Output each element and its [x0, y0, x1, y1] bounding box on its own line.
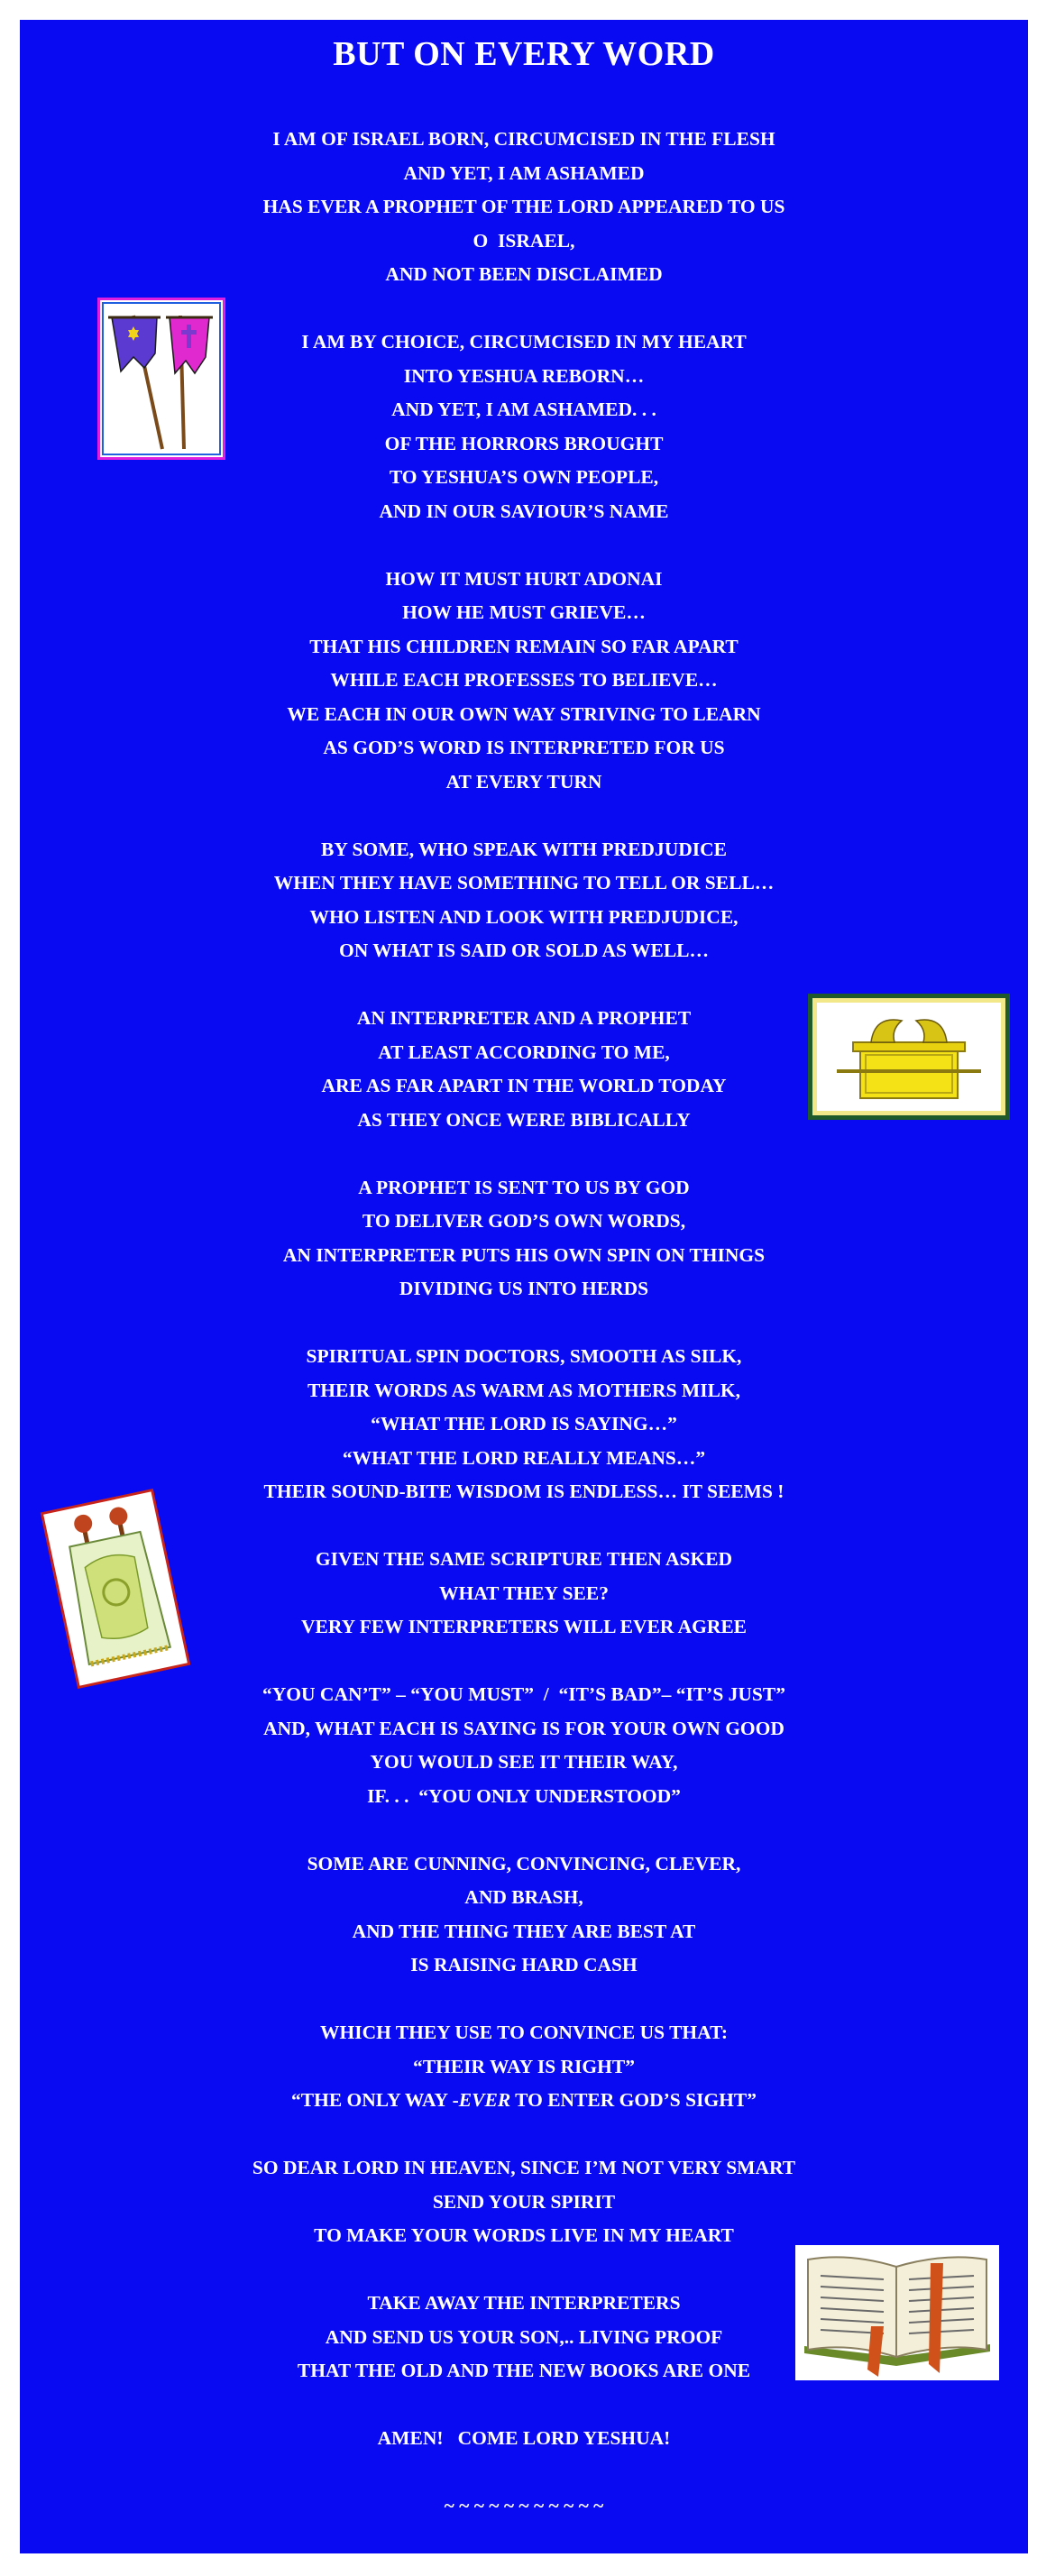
poem-line: SOME ARE CUNNING, CONVINCING, CLEVER,: [307, 1852, 741, 1875]
poem-line: AND YET, I AM ASHAMED. . .: [391, 399, 656, 420]
poem-line: THAT THE OLD AND THE NEW BOOKS ARE ONE: [297, 2360, 751, 2381]
stanza-12: [20, 2151, 1028, 2253]
poem-line: AND IN OUR SAVIOUR’S NAME: [379, 500, 669, 522]
stanza-7: [20, 1340, 1028, 1509]
poem-line: TO YESHUA’S OWN PEOPLE,: [389, 466, 659, 488]
poem-line: WHO LISTEN AND LOOK WITH PREDJUDICE,: [309, 905, 739, 928]
poem-line: A PROPHET IS SENT TO US BY GOD: [358, 1176, 690, 1198]
poem-line: TO DELIVER GOD’S OWN WORDS,: [362, 1210, 686, 1232]
poem-line: IS RAISING HARD CASH: [410, 1954, 638, 1976]
stanza-6: [20, 1171, 1028, 1306]
ark-of-covenant-icon: [808, 994, 1010, 1120]
poem-line: “THE ONLY WAY -EVER TO ENTER GOD’S SIGHT”: [291, 2089, 757, 2111]
poem-line: WHILE EACH PROFESSES TO BELIEVE…: [330, 669, 718, 691]
stanza-3: [20, 563, 1028, 800]
poem-panel: [20, 20, 1028, 2553]
poem-line: “THEIR WAY IS RIGHT”: [413, 2055, 635, 2077]
poem-line: AND SEND US YOUR SON,.. LIVING PROOF: [325, 2325, 723, 2348]
poem-line: AND, WHAT EACH IS SAYING IS FOR YOUR OWN GOOD: [263, 1717, 784, 1739]
poem-line: AMEN! COME LORD YESHUA!: [377, 2427, 671, 2449]
poem-line: “WHAT THE LORD IS SAYING…”: [371, 1413, 677, 1435]
poem-line: WHICH THEY USE TO CONVINCE US THAT:: [319, 2021, 728, 2043]
poem-line: AS THEY ONCE WERE BIBLICALLY: [357, 1108, 691, 1131]
open-bible-icon: [795, 2245, 999, 2380]
poem-line: AN INTERPRETER PUTS HIS OWN SPIN ON THINGS: [282, 1243, 766, 1266]
stanza-14: [20, 2422, 1028, 2456]
poem-line: YOU WOULD SEE IT THEIR WAY,: [370, 1751, 678, 1773]
poem-line: “WHAT THE LORD REALLY MEANS…”: [342, 1446, 706, 1469]
poem-line: TO MAKE YOUR WORDS LIVE IN MY HEART: [314, 2224, 734, 2246]
poem-line: AN INTERPRETER AND A PROPHET: [356, 1007, 692, 1029]
poem-line: SPIRITUAL SPIN DOCTORS, SMOOTH AS SILK,: [306, 1345, 742, 1367]
poem-line: AND BRASH,: [464, 1886, 583, 1908]
stanza-11: [20, 2016, 1028, 2118]
poem-line: HOW HE MUST GRIEVE…: [402, 601, 646, 623]
poem-line: HOW IT MUST HURT ADONAI: [385, 567, 663, 590]
poem-line: VERY FEW INTERPRETERS WILL EVER AGREE: [300, 1616, 748, 1637]
poem-line: BY SOME, WHO SPEAK WITH PREDJUDICE: [321, 838, 727, 860]
poem-line: AT EVERY TURN: [445, 770, 602, 793]
poem-line: AND NOT BEEN DISCLAIMED: [385, 263, 663, 285]
poem-line: ON WHAT IS SAID OR SOLD AS WELL…: [338, 940, 710, 961]
poem-line: O ISRAEL,: [473, 229, 575, 252]
poem-line: SEND YOUR SPIRIT: [432, 2190, 616, 2213]
poem-line: HAS EVER A PROPHET OF THE LORD APPEARED TO US: [262, 196, 785, 217]
poem-line: OF THE HORRORS BROUGHT: [384, 432, 664, 454]
poem-line: WE EACH IN OUR OWN WAY STRIVING TO LEARN: [287, 702, 761, 725]
poem-divider: ~ ~ ~ ~ ~ ~ ~ ~ ~ ~ ~: [444, 2495, 604, 2516]
poem-line: WHAT THEY SEE?: [439, 1581, 609, 1604]
poem-line: THEIR SOUND-BITE WISDOM IS ENDLESS… IT SEEMS !: [263, 1481, 784, 1502]
poem-line: DIVIDING US INTO HERDS: [399, 1278, 649, 1299]
stanza-4: [20, 833, 1028, 968]
poem-line: THAT HIS CHILDREN REMAIN SO FAR APART: [309, 635, 739, 657]
poem-line: ARE AS FAR APART IN THE WORLD TODAY: [321, 1075, 727, 1096]
poem-line: AND YET, I AM ASHAMED: [403, 161, 645, 184]
poem-line: “YOU CAN’T” – “YOU MUST” / “IT’S BAD”– “IT’S JUST”: [262, 1683, 785, 1705]
poem-line: INTO YESHUA REBORN…: [403, 364, 645, 387]
poem-line: AT LEAST ACCORDING TO ME,: [378, 1040, 670, 1063]
poem-line: I AM BY CHOICE, CIRCUMCISED IN MY HEART: [301, 331, 747, 353]
stanza-15: [20, 2489, 1028, 2524]
emphasis-word: EVER: [458, 2089, 511, 2111]
poem-line: IF. . . “YOU ONLY UNDERSTOOD”: [367, 1784, 681, 1807]
poem-line: I AM OF ISRAEL BORN, CIRCUMCISED IN THE FLESH: [272, 128, 775, 150]
poem-line: AND THE THING THEY ARE BEST AT: [352, 1920, 696, 1942]
poem-title: BUT ON EVERY WORD: [333, 35, 715, 73]
stanza-9: [20, 1678, 1028, 1813]
stanza-1: [20, 123, 1028, 292]
poem-line: GIVEN THE SAME SCRIPTURE THEN ASKED: [315, 1548, 733, 1570]
poem-line: TAKE AWAY THE INTERPRETERS: [367, 2292, 681, 2314]
poem-line: THEIR WORDS AS WARM AS MOTHERS MILK,: [307, 1379, 741, 1401]
poem-line: WHEN THEY HAVE SOMETHING TO TELL OR SELL…: [273, 872, 775, 894]
poem-line: AS GOD’S WORD IS INTERPRETED FOR US: [323, 737, 725, 758]
stanza-10: [20, 1847, 1028, 1983]
poem-body: [20, 123, 1028, 2557]
poem-line: SO DEAR LORD IN HEAVEN, SINCE I’M NOT VERY SMART: [252, 2157, 796, 2178]
banners-icon: [97, 298, 225, 460]
